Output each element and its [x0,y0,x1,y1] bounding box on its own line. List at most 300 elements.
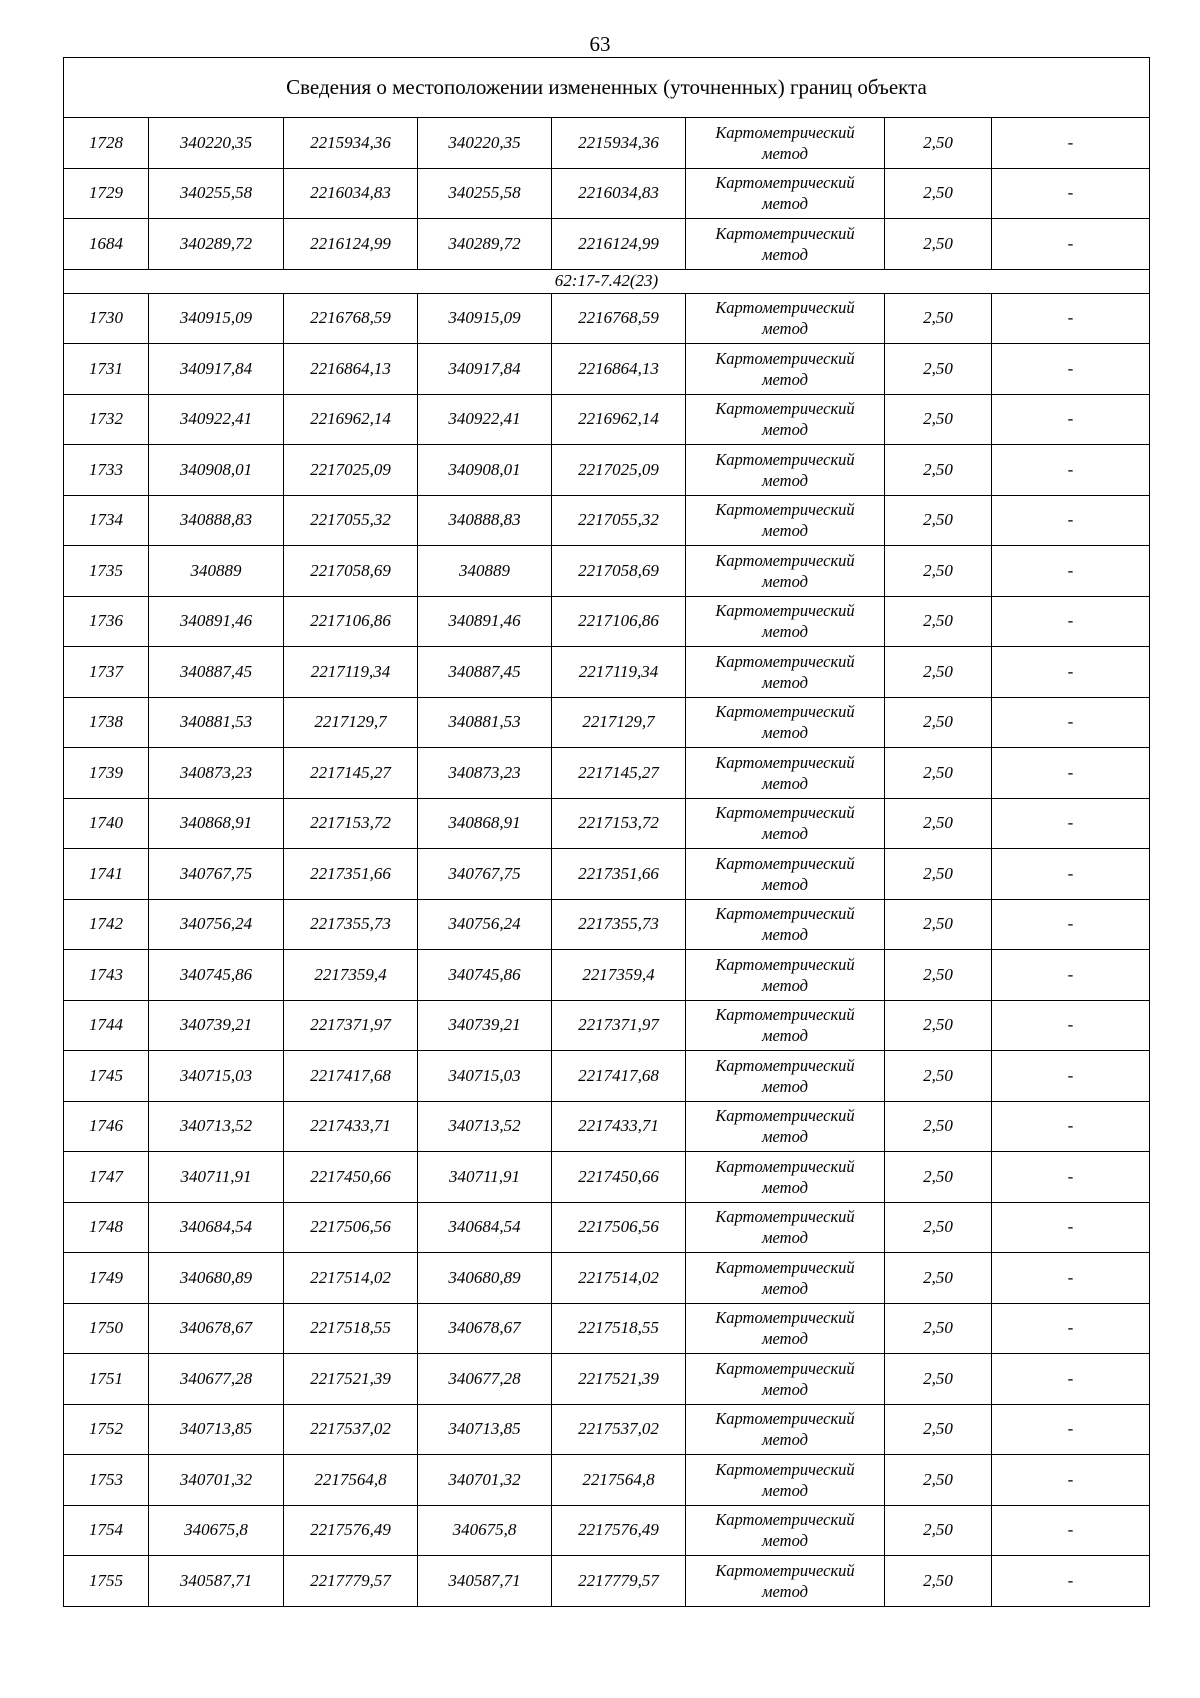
point-number-cell: 1754 [64,1505,149,1556]
point-number-cell: 1733 [64,445,149,496]
table-row [64,647,1150,698]
y-old-cell: 2217106,86 [284,596,418,647]
method-line-1: Картометрический [715,1257,855,1277]
method-line-1: Картометрический [715,1510,855,1530]
y-new-cell: 2216962,14 [552,394,686,445]
x-new-cell: 340888,83 [418,495,552,546]
point-number-cell: 1747 [64,1152,149,1203]
method-line-2: метод [762,925,808,945]
y-new-cell: 2217153,72 [552,798,686,849]
note-cell: - [992,168,1150,219]
y-old-cell: 2217417,68 [284,1051,418,1102]
y-new-cell: 2217106,86 [552,596,686,647]
y-old-cell: 2216962,14 [284,394,418,445]
accuracy-cell: 2,50 [885,219,992,270]
method-cell [686,899,885,950]
table-row [64,495,1150,546]
y-new-cell: 2217025,09 [552,445,686,496]
accuracy-cell: 2,50 [885,748,992,799]
y-old-cell: 2217521,39 [284,1354,418,1405]
note-cell: - [992,394,1150,445]
y-new-cell: 2216768,59 [552,293,686,344]
method-line-1: Картометрический [715,298,855,318]
x-old-cell: 340289,72 [149,219,284,270]
y-new-cell: 2217433,71 [552,1101,686,1152]
accuracy-cell: 2,50 [885,647,992,698]
point-number-cell: 1729 [64,168,149,219]
x-new-cell: 340881,53 [418,697,552,748]
y-old-cell: 2217129,7 [284,697,418,748]
y-new-cell: 2217371,97 [552,1000,686,1051]
y-old-cell: 2217779,57 [284,1556,418,1607]
accuracy-cell: 2,50 [885,1505,992,1556]
x-old-cell: 340675,8 [149,1505,284,1556]
accuracy-cell: 2,50 [885,1556,992,1607]
y-new-cell: 2217521,39 [552,1354,686,1405]
y-old-cell: 2217355,73 [284,899,418,950]
point-number-cell: 1755 [64,1556,149,1607]
x-old-cell: 340684,54 [149,1202,284,1253]
point-number-cell: 1732 [64,394,149,445]
x-new-cell: 340917,84 [418,344,552,395]
x-new-cell: 340767,75 [418,849,552,900]
x-old-cell: 340711,91 [149,1152,284,1203]
method-line-1: Картометрический [715,1055,855,1075]
x-new-cell: 340713,85 [418,1404,552,1455]
table-row [64,1051,1150,1102]
method-line-1: Картометрический [715,1308,855,1328]
x-old-cell: 340255,58 [149,168,284,219]
note-cell: - [992,1051,1150,1102]
x-old-cell: 340677,28 [149,1354,284,1405]
x-new-cell: 340887,45 [418,647,552,698]
y-old-cell: 2216124,99 [284,219,418,270]
method-line-2: метод [762,975,808,995]
method-cell [686,1303,885,1354]
table-title: Сведения о местоположении измененных (уточненных) границ объекта [64,58,1150,118]
section-row [64,269,1150,293]
method-line-1: Картометрический [715,702,855,722]
y-new-cell: 2217055,32 [552,495,686,546]
accuracy-cell: 2,50 [885,445,992,496]
x-new-cell: 340715,03 [418,1051,552,1102]
x-new-cell: 340745,86 [418,950,552,1001]
method-line-1: Картометрический [715,1358,855,1378]
method-line-2: метод [762,244,808,264]
method-line-1: Картометрический [715,803,855,823]
method-cell [686,1051,885,1102]
table-row [64,219,1150,270]
x-old-cell: 340745,86 [149,950,284,1001]
x-old-cell: 340701,32 [149,1455,284,1506]
y-old-cell: 2215934,36 [284,118,418,169]
method-line-1: Картометрический [715,651,855,671]
x-old-cell: 340678,67 [149,1303,284,1354]
y-old-cell: 2217450,66 [284,1152,418,1203]
point-number-cell: 1730 [64,293,149,344]
x-new-cell: 340587,71 [418,1556,552,1607]
note-cell: - [992,1202,1150,1253]
x-old-cell: 340715,03 [149,1051,284,1102]
method-cell [686,1455,885,1506]
boundary-table [63,57,1150,1607]
y-new-cell: 2217450,66 [552,1152,686,1203]
x-new-cell: 340677,28 [418,1354,552,1405]
point-number-cell: 1737 [64,647,149,698]
table-row [64,950,1150,1001]
y-new-cell: 2217355,73 [552,899,686,950]
method-cell [686,1101,885,1152]
y-old-cell: 2217564,8 [284,1455,418,1506]
point-number-cell: 1740 [64,798,149,849]
table-row [64,1303,1150,1354]
y-old-cell: 2217153,72 [284,798,418,849]
method-line-2: метод [762,1430,808,1450]
y-old-cell: 2217506,56 [284,1202,418,1253]
x-new-cell: 340915,09 [418,293,552,344]
accuracy-cell: 2,50 [885,1051,992,1102]
method-line-2: метод [762,1127,808,1147]
accuracy-cell: 2,50 [885,950,992,1001]
x-old-cell: 340915,09 [149,293,284,344]
accuracy-cell: 2,50 [885,495,992,546]
table-row [64,1202,1150,1253]
accuracy-cell: 2,50 [885,1000,992,1051]
table-row [64,546,1150,597]
method-line-2: метод [762,874,808,894]
y-old-cell: 2217518,55 [284,1303,418,1354]
x-old-cell: 340908,01 [149,445,284,496]
note-cell: - [992,950,1150,1001]
point-number-cell: 1746 [64,1101,149,1152]
point-number-cell: 1736 [64,596,149,647]
method-cell [686,394,885,445]
x-old-cell: 340587,71 [149,1556,284,1607]
accuracy-cell: 2,50 [885,596,992,647]
method-line-2: метод [762,319,808,339]
y-old-cell: 2217576,49 [284,1505,418,1556]
point-number-cell: 1728 [64,118,149,169]
accuracy-cell: 2,50 [885,546,992,597]
note-cell: - [992,1505,1150,1556]
method-line-2: метод [762,1581,808,1601]
method-line-1: Картометрический [715,223,855,243]
y-old-cell: 2217359,4 [284,950,418,1001]
method-cell [686,546,885,597]
accuracy-cell: 2,50 [885,1152,992,1203]
table-row [64,445,1150,496]
note-cell: - [992,849,1150,900]
method-cell [686,1354,885,1405]
y-new-cell: 2216034,83 [552,168,686,219]
method-line-1: Картометрический [715,1459,855,1479]
y-new-cell: 2217119,34 [552,647,686,698]
x-new-cell: 340678,67 [418,1303,552,1354]
section-label: 62:17-7.42(23) [64,269,1150,293]
method-line-2: метод [762,1329,808,1349]
method-line-1: Картометрический [715,449,855,469]
y-old-cell: 2216768,59 [284,293,418,344]
method-line-1: Картометрический [715,601,855,621]
method-cell [686,798,885,849]
page-number: 63 [589,32,611,56]
x-old-cell: 340220,35 [149,118,284,169]
x-old-cell: 340888,83 [149,495,284,546]
method-line-2: метод [762,470,808,490]
method-line-2: метод [762,1480,808,1500]
accuracy-cell: 2,50 [885,899,992,950]
y-old-cell: 2217025,09 [284,445,418,496]
method-line-2: метод [762,143,808,163]
table-row [64,798,1150,849]
note-cell: - [992,1000,1150,1051]
table-row [64,849,1150,900]
method-line-2: метод [762,369,808,389]
table-row [64,1253,1150,1304]
accuracy-cell: 2,50 [885,168,992,219]
point-number-cell: 1684 [64,219,149,270]
method-cell [686,293,885,344]
x-new-cell: 340675,8 [418,1505,552,1556]
note-cell: - [992,495,1150,546]
method-cell [686,219,885,270]
method-line-1: Картометрический [715,1106,855,1126]
point-number-cell: 1739 [64,748,149,799]
accuracy-cell: 2,50 [885,798,992,849]
note-cell: - [992,1404,1150,1455]
note-cell: - [992,1556,1150,1607]
x-new-cell: 340289,72 [418,219,552,270]
note-cell: - [992,748,1150,799]
x-old-cell: 340713,85 [149,1404,284,1455]
accuracy-cell: 2,50 [885,1101,992,1152]
y-old-cell: 2217537,02 [284,1404,418,1455]
x-new-cell: 340220,35 [418,118,552,169]
y-new-cell: 2217537,02 [552,1404,686,1455]
method-cell [686,950,885,1001]
method-cell [686,1000,885,1051]
method-line-2: метод [762,622,808,642]
method-cell [686,1253,885,1304]
method-line-2: метод [762,1076,808,1096]
accuracy-cell: 2,50 [885,1455,992,1506]
x-new-cell: 340680,89 [418,1253,552,1304]
table-row [64,394,1150,445]
method-cell [686,495,885,546]
note-cell: - [992,445,1150,496]
method-line-1: Картометрический [715,500,855,520]
y-new-cell: 2216124,99 [552,219,686,270]
x-new-cell: 340873,23 [418,748,552,799]
table-row [64,118,1150,169]
method-cell [686,647,885,698]
accuracy-cell: 2,50 [885,394,992,445]
x-old-cell: 340713,52 [149,1101,284,1152]
x-new-cell: 340908,01 [418,445,552,496]
x-new-cell: 340891,46 [418,596,552,647]
point-number-cell: 1753 [64,1455,149,1506]
y-new-cell: 2217779,57 [552,1556,686,1607]
method-cell [686,849,885,900]
accuracy-cell: 2,50 [885,697,992,748]
point-number-cell: 1743 [64,950,149,1001]
x-old-cell: 340756,24 [149,899,284,950]
point-number-cell: 1745 [64,1051,149,1102]
point-number-cell: 1748 [64,1202,149,1253]
x-new-cell: 340739,21 [418,1000,552,1051]
x-new-cell: 340255,58 [418,168,552,219]
method-cell [686,1505,885,1556]
x-new-cell: 340868,91 [418,798,552,849]
point-number-cell: 1742 [64,899,149,950]
point-number-cell: 1734 [64,495,149,546]
method-cell [686,596,885,647]
accuracy-cell: 2,50 [885,118,992,169]
point-number-cell: 1749 [64,1253,149,1304]
note-cell: - [992,1152,1150,1203]
method-line-2: метод [762,521,808,541]
accuracy-cell: 2,50 [885,849,992,900]
y-old-cell: 2217145,27 [284,748,418,799]
x-new-cell: 340711,91 [418,1152,552,1203]
method-line-2: метод [762,1531,808,1551]
table-row [64,1354,1150,1405]
y-old-cell: 2217055,32 [284,495,418,546]
y-new-cell: 2217576,49 [552,1505,686,1556]
accuracy-cell: 2,50 [885,1303,992,1354]
method-line-2: метод [762,194,808,214]
note-cell: - [992,1101,1150,1152]
point-number-cell: 1751 [64,1354,149,1405]
x-old-cell: 340881,53 [149,697,284,748]
table-row [64,1556,1150,1607]
y-new-cell: 2217359,4 [552,950,686,1001]
note-cell: - [992,697,1150,748]
accuracy-cell: 2,50 [885,344,992,395]
note-cell: - [992,546,1150,597]
note-cell: - [992,118,1150,169]
method-line-1: Картометрический [715,954,855,974]
method-line-2: метод [762,672,808,692]
x-old-cell: 340922,41 [149,394,284,445]
method-cell [686,445,885,496]
point-number-cell: 1744 [64,1000,149,1051]
accuracy-cell: 2,50 [885,293,992,344]
y-new-cell: 2217564,8 [552,1455,686,1506]
method-cell [686,168,885,219]
note-cell: - [992,1303,1150,1354]
table-title-row [64,58,1150,118]
method-cell [686,118,885,169]
method-line-2: метод [762,723,808,743]
note-cell: - [992,293,1150,344]
y-old-cell: 2217119,34 [284,647,418,698]
method-cell [686,1556,885,1607]
method-cell [686,748,885,799]
method-line-1: Картометрический [715,399,855,419]
point-number-cell: 1735 [64,546,149,597]
x-old-cell: 340739,21 [149,1000,284,1051]
method-line-1: Картометрический [715,173,855,193]
note-cell: - [992,647,1150,698]
table-row [64,899,1150,950]
x-old-cell: 340767,75 [149,849,284,900]
x-old-cell: 340868,91 [149,798,284,849]
table-row [64,697,1150,748]
y-new-cell: 2217351,66 [552,849,686,900]
note-cell: - [992,798,1150,849]
point-number-cell: 1731 [64,344,149,395]
method-line-1: Картометрический [715,853,855,873]
method-cell [686,344,885,395]
y-old-cell: 2217058,69 [284,546,418,597]
method-cell [686,1202,885,1253]
y-new-cell: 2217506,56 [552,1202,686,1253]
accuracy-cell: 2,50 [885,1354,992,1405]
note-cell: - [992,1253,1150,1304]
note-cell: - [992,219,1150,270]
y-new-cell: 2217417,68 [552,1051,686,1102]
x-old-cell: 340887,45 [149,647,284,698]
y-old-cell: 2217351,66 [284,849,418,900]
method-line-1: Картометрический [715,122,855,142]
y-new-cell: 2215934,36 [552,118,686,169]
method-cell [686,1152,885,1203]
method-line-2: метод [762,1379,808,1399]
x-new-cell: 340701,32 [418,1455,552,1506]
x-new-cell: 340684,54 [418,1202,552,1253]
point-number-cell: 1738 [64,697,149,748]
y-new-cell: 2217058,69 [552,546,686,597]
method-cell [686,697,885,748]
y-new-cell: 2217129,7 [552,697,686,748]
method-line-1: Картометрический [715,1409,855,1429]
x-old-cell: 340891,46 [149,596,284,647]
accuracy-cell: 2,50 [885,1404,992,1455]
x-new-cell: 340756,24 [418,899,552,950]
y-new-cell: 2216864,13 [552,344,686,395]
method-line-1: Картометрический [715,1156,855,1176]
y-new-cell: 2217514,02 [552,1253,686,1304]
y-old-cell: 2217433,71 [284,1101,418,1152]
note-cell: - [992,1354,1150,1405]
x-old-cell: 340917,84 [149,344,284,395]
method-line-2: метод [762,571,808,591]
x-new-cell: 340713,52 [418,1101,552,1152]
point-number-cell: 1741 [64,849,149,900]
table-row [64,1505,1150,1556]
method-line-2: метод [762,1177,808,1197]
x-new-cell: 340922,41 [418,394,552,445]
point-number-cell: 1750 [64,1303,149,1354]
method-line-1: Картометрический [715,1005,855,1025]
table-row [64,293,1150,344]
note-cell: - [992,899,1150,950]
table-row [64,1000,1150,1051]
table-row [64,1455,1150,1506]
x-old-cell: 340680,89 [149,1253,284,1304]
method-line-2: метод [762,420,808,440]
method-line-1: Картометрический [715,904,855,924]
x-new-cell: 340889 [418,546,552,597]
x-old-cell: 340889 [149,546,284,597]
method-line-2: метод [762,1278,808,1298]
method-line-1: Картометрический [715,348,855,368]
y-new-cell: 2217518,55 [552,1303,686,1354]
method-line-1: Картометрический [715,1560,855,1580]
y-old-cell: 2216034,83 [284,168,418,219]
y-old-cell: 2217371,97 [284,1000,418,1051]
